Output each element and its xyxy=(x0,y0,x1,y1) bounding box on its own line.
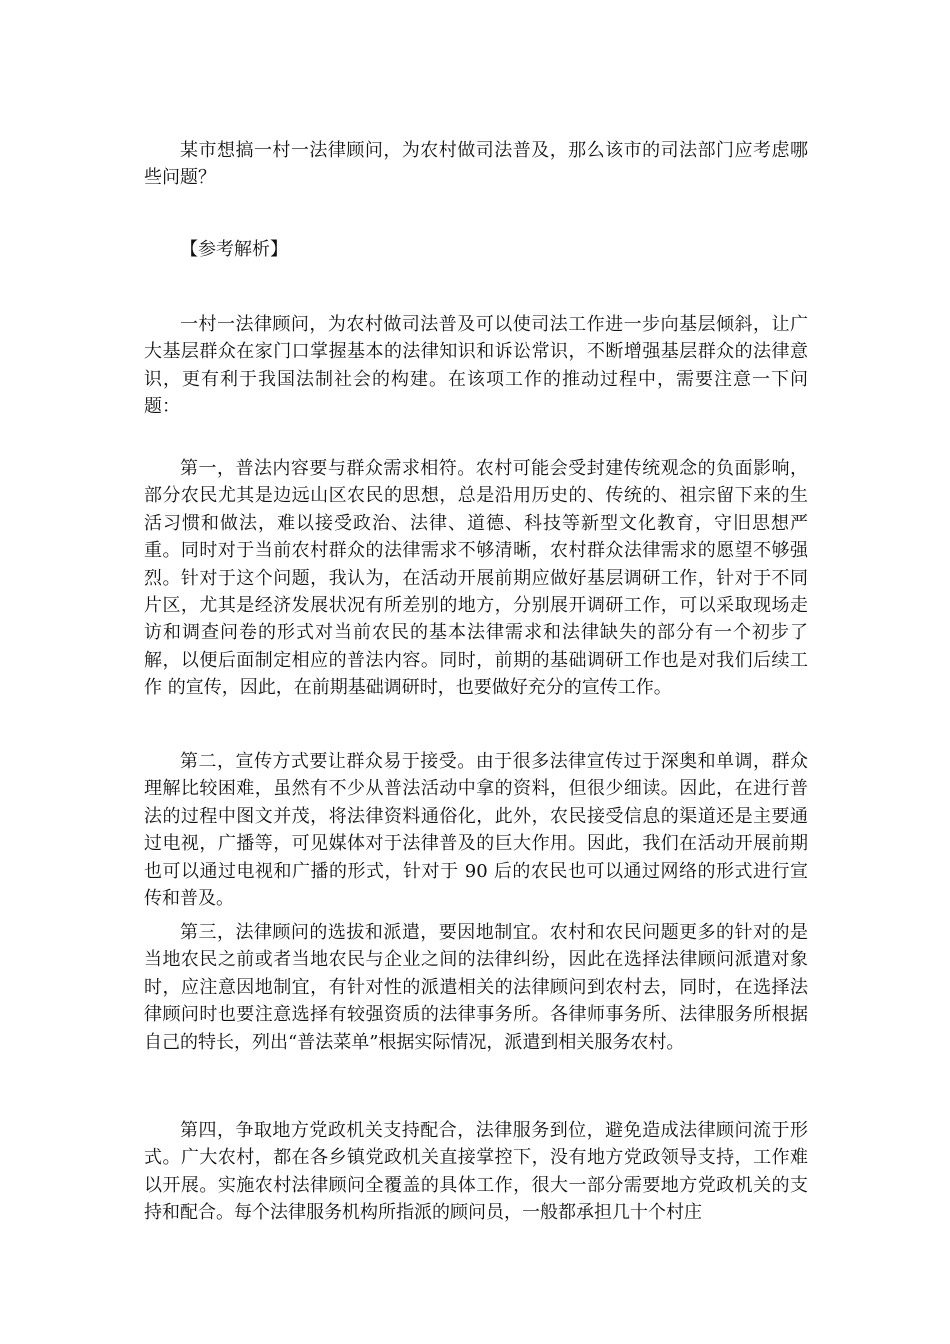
point-one-paragraph: 第一，普法内容要与群众需求相符。农村可能会受封建传统观念的负面影响，部分农民尤其是边远山区农民的思想，总是沿用历史的、传统的、祖宗留下来的生 活习惯和做法，难以接受政治、法律、道德、科技等新型文化教育，守旧思想严重。同时对于当前农村群众的法律需求不够清晰，农村群众法律需求的愿望不够强 烈。针对于这个问题，我认为，在活动开展前期应做好基层调研工作，针对于不同片区，尤其是经济发展状况有所差别的地方，分别展开调研工作，可以采取现场走 访和调查问卷的形式对当前农民的基本法律需求和法律缺失的部分有一个初步了解，以便后面制定相应的普法内容。同时，前期的基础调研工作也是对我们后续工作 的宣传，因此，在前期基础调研时，也要做好充分的宣传工作。 xyxy=(144,458,808,699)
intro-paragraph: 一村一法律顾问，为农村做司法普及可以使司法工作进一步向基层倾斜，让广大基层群众在家门口掌握基本的法律知识和诉讼常识，不断增强基层群众的法律意识，更有利于我国法制社会的构建。在该项工作的推动过程中，需要注意一下问题： xyxy=(144,314,808,418)
answer-heading: 【参考解析】 xyxy=(180,239,288,260)
point-two-paragraph: 第二，宣传方式要让群众易于接受。由于很多法律宣传过于深奥和单调，群众理解比较困难，虽然有不少从普法活动中拿的资料，但很少细读。因此，在进行普 法的过程中图文并茂，将法律资料通俗化，此外，农民接受信息的渠道还是主要通过电视，广播等，可见媒体对于法律普及的巨大作用。因此，我们在活动开展前期 也可以通过电视和广播的形式，针对于 90 后的农民也可以通过网络的形式进行宣传和普及。 xyxy=(144,751,808,910)
question-paragraph: 某市想搞一村一法律顾问，为农村做司法普及，那么该市的司法部门应考虑哪些问题？ xyxy=(144,140,808,189)
point-three-paragraph: 第三，法律顾问的选拔和派遣，要因地制宜。农村和农民问题更多的针对的是当地农民之前或者当地农民与企业之间的法律纠纷，因此在选择法律顾问派遣对象 时，应注意因地制宜，有针对性的派遣相关的法律顾问到农村去，同时，在选择法律顾问时也要注意选择有较强资质的法律事务所。各律师事务所、法律服务所根据 自己的特长，列出“普法菜单”根据实际情况，派遣到相关服务农村。 xyxy=(144,922,808,1053)
point-four-paragraph: 第四，争取地方党政机关支持配合，法律服务到位，避免造成法律顾问流于形式。广大农村，都在各乡镇党政机关直接掌控下，没有地方党政领导支持，工作难 以开展。实施农村法律顾问全覆盖的具体工作，很大一部分需要地方党政机关的支持和配合。每个法律服务机构所指派的顾问员，一般都承担几十个村庄 xyxy=(144,1120,808,1224)
